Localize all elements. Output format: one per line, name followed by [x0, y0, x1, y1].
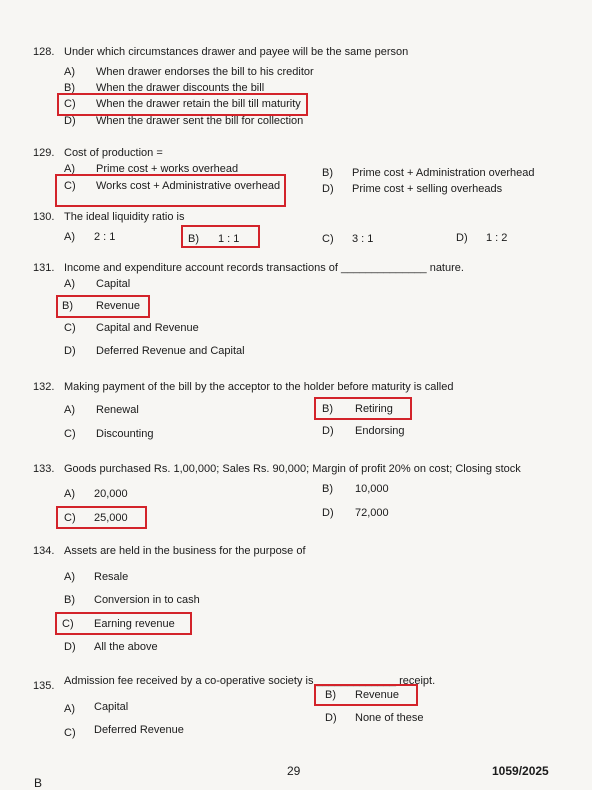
option-text: Capital and Revenue [96, 322, 199, 334]
option-text: 3 : 1 [352, 233, 374, 245]
option-letter: A) [64, 231, 75, 243]
option-letter: B) [325, 689, 336, 701]
option-letter: D) [322, 425, 334, 437]
option-letter: B) [188, 233, 199, 245]
option-text: When the drawer sent the bill for collection [96, 115, 304, 127]
option-text: Retiring [355, 403, 393, 415]
option-letter: A) [64, 66, 75, 78]
option-letter: A) [64, 404, 75, 416]
option-letter: D) [322, 507, 334, 519]
option-letter: C) [64, 322, 76, 334]
question-text: Income and expenditure account records transactions of ______________ nature. [64, 262, 464, 274]
question-text: Under which circumstances drawer and payee will be the same person [64, 46, 409, 58]
option-letter: C) [322, 233, 334, 245]
question-text: Cost of production = [64, 147, 163, 159]
option-letter: C) [64, 180, 76, 192]
question-text: Goods purchased Rs. 1,00,000; Sales Rs. 90,000; Margin of profit 20% on cost; Closing stock [64, 463, 521, 475]
option-letter: B) [62, 300, 73, 312]
option-letter: B) [64, 82, 75, 94]
option-text: Renewal [96, 404, 139, 416]
option-text: Revenue [96, 300, 141, 312]
question-text: Making payment of the bill by the acceptor to the holder before maturity is called [64, 381, 454, 393]
option-letter: A) [64, 278, 75, 290]
option-letter: D) [325, 712, 337, 724]
option-text: When the drawer discounts the bill [96, 82, 265, 94]
option-text: Earning revenue [94, 618, 175, 630]
option-text: Prime cost + selling overheads [352, 183, 503, 195]
option-letter: D) [64, 115, 76, 127]
question-number: 128. [33, 46, 55, 58]
option-letter: B) [322, 483, 333, 495]
paper-code: 1059/2025 [492, 764, 549, 778]
option-letter: C) [64, 98, 76, 110]
answer-highlight-box [314, 397, 412, 420]
corner-mark: B [34, 776, 43, 790]
option-letter: C) [64, 727, 76, 739]
option-text: Revenue [355, 689, 400, 701]
question-number: 135. [33, 680, 55, 692]
option-letter: C) [64, 512, 76, 524]
question-number: 132. [33, 381, 55, 393]
option-letter: C) [62, 618, 74, 630]
option-text: Conversion in to cash [94, 594, 200, 606]
option-text: Prime cost + Administration overhead [352, 167, 535, 179]
answer-highlight-box [181, 225, 260, 248]
question-text: The ideal liquidity ratio is [64, 211, 185, 223]
option-text: Capital [96, 278, 131, 290]
option-letter: D) [64, 641, 76, 653]
option-text: Works cost + Administrative overhead [96, 180, 281, 192]
page-number: 29 [287, 764, 301, 778]
question-number: 130. [33, 211, 55, 223]
option-text: When the drawer retain the bill till maturity [96, 98, 301, 110]
option-text: 25,000 [94, 512, 128, 524]
answer-highlight-box [314, 684, 418, 706]
option-letter: D) [456, 232, 468, 244]
option-text: None of these [355, 712, 424, 724]
option-text: 1 : 2 [486, 232, 508, 244]
answer-highlight-box [55, 174, 286, 207]
option-text: Discounting [96, 428, 154, 440]
option-text: Endorsing [355, 425, 405, 437]
answer-highlight-box [57, 93, 308, 116]
option-text: All the above [94, 641, 158, 653]
question-number: 133. [33, 463, 55, 475]
option-letter: B) [322, 403, 333, 415]
option-letter: A) [64, 488, 75, 500]
option-text: 2 : 1 [94, 231, 116, 243]
question-text: Assets are held in the business for the purpose of [64, 545, 306, 557]
option-text: 1 : 1 [218, 233, 240, 245]
option-letter: D) [64, 345, 76, 357]
option-letter: D) [322, 183, 334, 195]
answer-highlight-box [55, 612, 192, 635]
question-number: 129. [33, 147, 55, 159]
option-letter: A) [64, 703, 75, 715]
question-text: Admission fee received by a co-operative society is _____________ receipt. [64, 675, 436, 687]
option-text: Resale [94, 571, 129, 583]
option-text: When drawer endorses the bill to his creditor [96, 66, 314, 78]
question-number: 131. [33, 262, 55, 274]
option-letter: A) [64, 163, 75, 175]
option-text: 10,000 [355, 483, 389, 495]
option-letter: B) [64, 594, 75, 606]
option-text: 72,000 [355, 507, 389, 519]
answer-highlight-box [56, 506, 147, 529]
option-text: Prime cost + works overhead [96, 163, 239, 175]
option-text: 20,000 [94, 488, 128, 500]
option-letter: A) [64, 571, 75, 583]
option-letter: C) [64, 428, 76, 440]
option-text: Capital [94, 701, 129, 713]
question-number: 134. [33, 545, 55, 557]
option-text: Deferred Revenue [94, 724, 184, 736]
option-text: Deferred Revenue and Capital [96, 345, 245, 357]
option-letter: B) [322, 167, 333, 179]
answer-highlight-box [56, 295, 150, 318]
